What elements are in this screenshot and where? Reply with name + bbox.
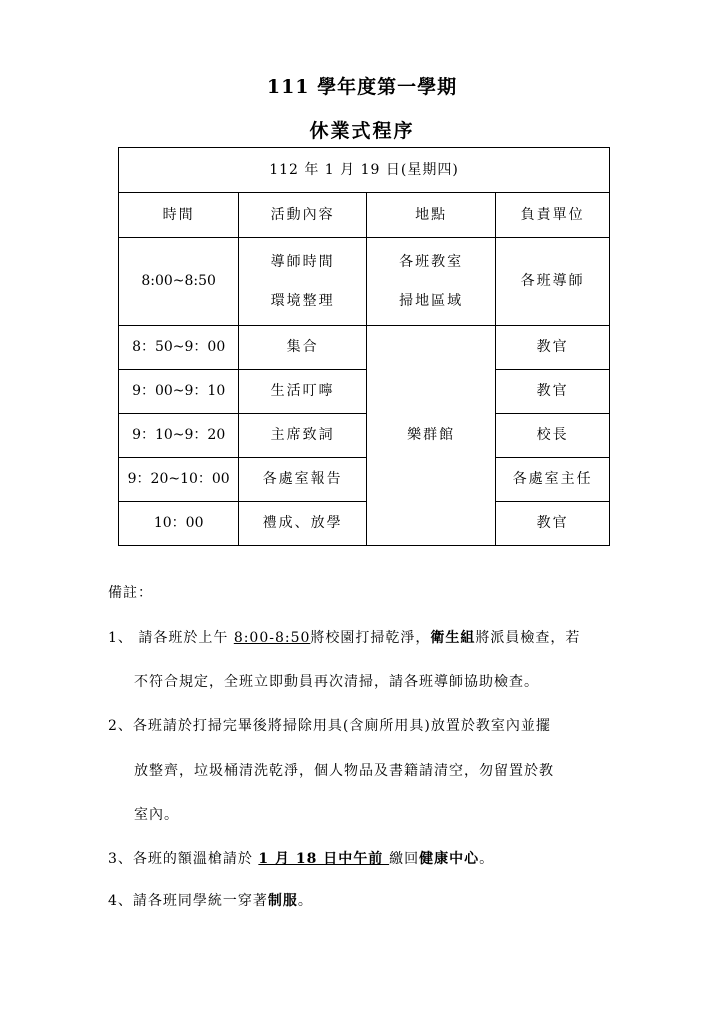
note-3-suffix: 。 <box>479 851 495 867</box>
time-cell: 8:00~8:50 <box>119 238 239 326</box>
table-row <box>119 370 610 414</box>
note-1 <box>108 627 580 647</box>
table-row <box>119 414 610 458</box>
unit-cell: 校長 <box>496 414 610 458</box>
location-text: 各班教室 <box>399 253 464 270</box>
header-unit: 負責單位 <box>496 193 610 238</box>
note-1-mid: 將校園打掃乾淨， <box>310 630 431 646</box>
note-1-time: 8:00-8:50 <box>233 630 311 646</box>
activity-cell: 主席致詞 <box>239 414 367 458</box>
activity-cell: 禮成、放學 <box>239 502 367 546</box>
note-4-prefix: 4、請各班同學統一穿著 <box>108 893 268 909</box>
time-cell: 9：20~10：00 <box>119 458 239 502</box>
note-1-prefix: 1、 請各班於上午 <box>108 630 234 646</box>
note-1-continuation: 不符合規定，全班立即動員再次清掃，請各班導師協助檢查。 <box>134 674 539 690</box>
note-2-line-3: 室內。 <box>134 807 179 823</box>
note-2-line-1: 2、各班請於打掃完畢後將掃除用具(含廁所用具)放置於教室內並擺 <box>108 718 551 734</box>
activity-text: 環境整理 <box>270 292 335 309</box>
header-activity: 活動內容 <box>239 193 367 238</box>
note-4-bold: 制服 <box>267 893 298 909</box>
activity-cell: 各處室報告 <box>239 458 367 502</box>
table-row <box>119 458 610 502</box>
unit-cell: 教官 <box>496 370 610 414</box>
unit-cell: 各班導師 <box>496 238 610 326</box>
note-3-prefix: 3、各班的額溫槍請於 <box>108 851 259 867</box>
header-row <box>119 193 610 238</box>
activity-cell: 集合 <box>239 326 367 370</box>
time-cell: 9：10~9：20 <box>119 414 239 458</box>
location-cell <box>366 238 495 326</box>
shared-location-cell: 樂群館 <box>366 326 495 546</box>
table-row <box>119 502 610 546</box>
note-3-bold: 健康中心 <box>419 851 480 867</box>
location-text: 掃地區域 <box>399 292 464 309</box>
time-cell: 8：50~9：00 <box>119 326 239 370</box>
schedule-table <box>118 147 610 546</box>
note-1-suffix: 將派員檢查，若 <box>475 630 581 646</box>
document-subtitle: 休業式程序 <box>309 120 415 142</box>
unit-cell: 各處室主任 <box>496 458 610 502</box>
unit-cell: 教官 <box>496 502 610 546</box>
activity-cell <box>239 238 367 326</box>
schedule-date: 112 年 1 月 19 日(星期四) <box>119 148 610 193</box>
note-2-line-2: 放整齊，垃圾桶清洗乾淨，個人物品及書籍請清空，勿留置於教 <box>134 763 554 779</box>
note-4 <box>108 890 313 910</box>
note-4-suffix: 。 <box>297 893 313 909</box>
notes-heading: 備註： <box>108 585 153 601</box>
note-3-mid: 繳回 <box>389 851 420 867</box>
header-location: 地點 <box>366 193 495 238</box>
table-row <box>119 238 610 326</box>
date-row <box>119 148 610 193</box>
note-3 <box>108 848 494 868</box>
table-row <box>119 326 610 370</box>
note-3-deadline: 1 月 18 日中午前 <box>258 851 390 867</box>
activity-text: 導師時間 <box>270 253 335 270</box>
note-1-bold: 衛生組 <box>430 630 476 646</box>
document-title: 111 學年度第一學期 <box>266 76 458 98</box>
time-cell: 9：00~9：10 <box>119 370 239 414</box>
activity-cell: 生活叮嚀 <box>239 370 367 414</box>
time-cell: 10：00 <box>119 502 239 546</box>
header-time: 時間 <box>119 193 239 238</box>
unit-cell: 教官 <box>496 326 610 370</box>
